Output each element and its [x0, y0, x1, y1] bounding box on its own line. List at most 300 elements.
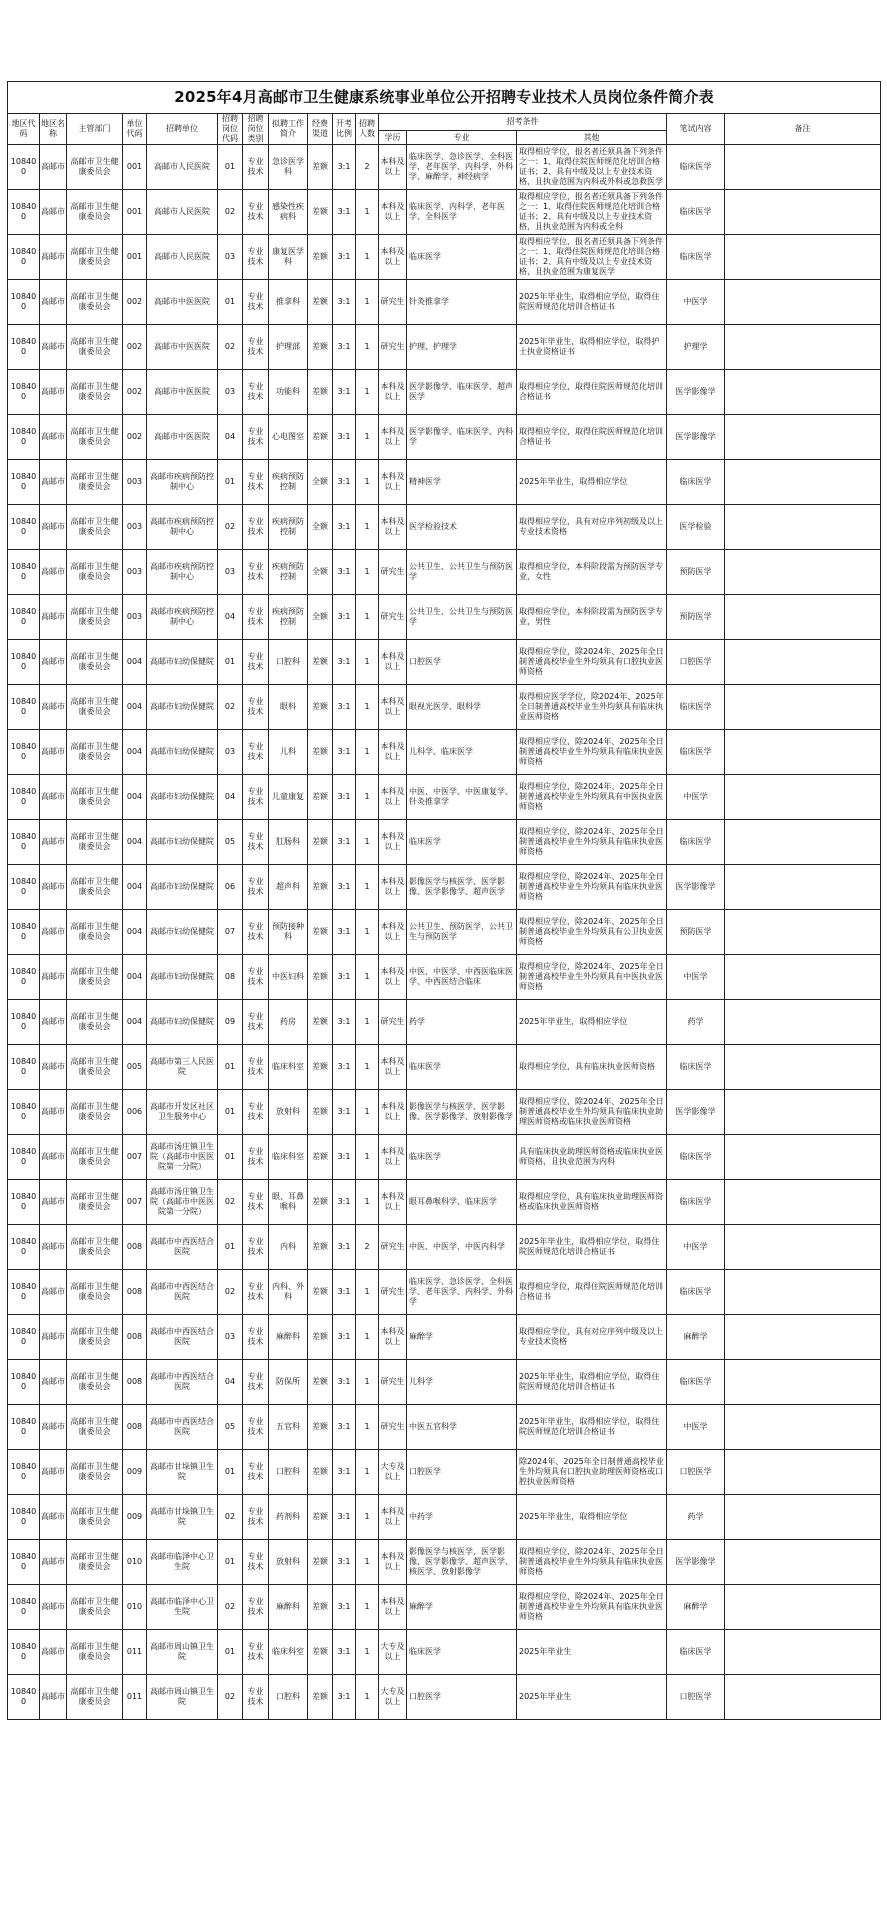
cell-edu	[379, 730, 407, 775]
cell-work	[269, 595, 308, 640]
cell-pos-type	[243, 1630, 269, 1675]
table-row	[8, 325, 881, 370]
cell-work	[269, 865, 308, 910]
cell-unit-text: 高邮市人民医院	[154, 207, 210, 216]
header-row	[8, 114, 881, 131]
table-row	[8, 1135, 881, 1180]
cell-unit	[147, 685, 218, 730]
cell-dept	[67, 1675, 123, 1720]
cell-edu-text: 研究生	[380, 1017, 405, 1026]
cell-pos-type-text: 专业技术	[247, 292, 264, 311]
cell-dept	[67, 1270, 123, 1315]
cell-area-name-text: 高邮市	[41, 1377, 65, 1386]
cell-count	[356, 685, 379, 730]
cell-pos-code-text: 02	[224, 1287, 236, 1296]
cell-other	[517, 1585, 667, 1630]
cell-dept-text: 高邮市卫生健康委员会	[70, 427, 119, 446]
cell-area-name	[40, 325, 67, 370]
cell-ratio-text: 3:1	[337, 657, 351, 666]
cell-unit-text: 高邮市开发区社区卫生服务中心	[150, 1102, 214, 1121]
cell-ratio	[333, 1405, 356, 1450]
cell-work-text: 麻醉科	[276, 1602, 300, 1611]
cell-work	[269, 505, 308, 550]
cell-ratio-text: 3:1	[337, 1062, 351, 1071]
cell-count	[356, 1675, 379, 1720]
cell-major-text: 中药学	[409, 1512, 433, 1521]
table-row	[8, 1045, 881, 1090]
cell-exam-text: 临床医学	[679, 477, 712, 486]
cell-funding-text: 差额	[312, 702, 328, 711]
cell-dept	[67, 1495, 123, 1540]
cell-work-text: 急诊医学科	[272, 157, 304, 176]
cell-count	[356, 820, 379, 865]
cell-unit-code	[123, 595, 147, 640]
cell-edu-text: 研究生	[380, 612, 405, 621]
cell-pos-type-text: 专业技术	[247, 157, 264, 176]
cell-unit-text: 高邮市中西医结合医院	[150, 1237, 214, 1256]
cell-funding	[308, 955, 333, 1000]
cell-area-name-text: 高邮市	[41, 1107, 65, 1116]
cell-funding	[308, 685, 333, 730]
cell-area-code-text: 108400	[10, 337, 37, 356]
cell-pos-code-text: 01	[224, 1107, 236, 1116]
cell-edu-text: 本科及以上	[380, 1597, 405, 1616]
cell-area-code	[8, 910, 40, 955]
cell-area-code-text: 108400	[10, 1057, 37, 1076]
cell-other	[517, 1090, 667, 1135]
cell-other-text: 取得相应学位，除2024年、2025年全日制普通高校毕业生外均须具有临床执业医师资格	[519, 737, 664, 766]
cell-exam	[667, 1585, 725, 1630]
cell-area-name	[40, 1360, 67, 1405]
cell-pos-code	[218, 415, 243, 460]
cell-unit-code-text: 003	[126, 522, 143, 531]
cell-major-text: 临床医学	[409, 1152, 441, 1161]
cell-note	[725, 235, 881, 280]
header-ratio: 开考比例	[333, 114, 356, 145]
cell-ratio	[333, 1450, 356, 1495]
cell-work	[269, 1180, 308, 1225]
cell-unit-code-text: 003	[126, 612, 143, 621]
cell-work	[269, 145, 308, 190]
cell-other-text: 取得相应学位，具有临床执业助理医师资格或临床执业医师资格	[519, 1192, 663, 1211]
cell-note	[725, 1450, 881, 1495]
cell-pos-code	[218, 1540, 243, 1585]
cell-pos-code-text: 01	[224, 1152, 236, 1161]
cell-area-code-text: 108400	[10, 1687, 37, 1706]
cell-major-text: 医学影像学、临床医学、超声医学	[409, 382, 513, 401]
cell-exam	[667, 1045, 725, 1090]
cell-count-text: 1	[364, 1557, 370, 1566]
cell-pos-code-text: 04	[224, 1377, 236, 1386]
table-row	[8, 460, 881, 505]
cell-ratio-text: 3:1	[337, 1242, 351, 1251]
cell-other	[517, 1270, 667, 1315]
cell-pos-type	[243, 190, 269, 235]
cell-funding-text: 差额	[312, 162, 328, 171]
cell-area-code	[8, 1360, 40, 1405]
cell-ratio-text: 3:1	[337, 927, 351, 936]
cell-unit-code	[123, 955, 147, 1000]
cell-unit-text: 高邮市第三人民医院	[150, 1057, 214, 1076]
table-body	[8, 145, 881, 1720]
cell-unit-code	[123, 1450, 147, 1495]
cell-work-text: 防保所	[276, 1377, 300, 1386]
cell-count	[356, 325, 379, 370]
header-pos-code: 招聘岗位代码	[218, 114, 243, 145]
cell-area-name	[40, 1405, 67, 1450]
cell-other	[517, 910, 667, 955]
cell-unit-code-text: 008	[126, 1332, 143, 1341]
cell-pos-code-text: 06	[224, 882, 236, 891]
cell-ratio	[333, 370, 356, 415]
cell-area-code-text: 108400	[10, 157, 37, 176]
cell-unit-code-text: 004	[126, 837, 143, 846]
cell-funding	[308, 865, 333, 910]
table-row	[8, 1090, 881, 1135]
cell-count-text: 1	[364, 567, 370, 576]
cell-area-name	[40, 550, 67, 595]
cell-edu-text: 本科及以上	[380, 517, 405, 536]
cell-note	[725, 775, 881, 820]
cell-unit	[147, 1495, 218, 1540]
cell-note	[725, 1315, 881, 1360]
cell-other-text: 取得相应学位，除2024年、2025年全日制普通高校毕业生外均须具有公卫执业医师资格	[519, 917, 664, 946]
cell-area-code-text: 108400	[10, 1012, 37, 1031]
cell-dept	[67, 325, 123, 370]
cell-ratio-text: 3:1	[337, 297, 351, 306]
cell-count	[356, 1585, 379, 1630]
cell-unit-code	[123, 460, 147, 505]
cell-major	[407, 775, 517, 820]
cell-work-text: 临床科室	[272, 1062, 304, 1071]
header-funding: 经费渠道	[308, 114, 333, 145]
cell-area-name	[40, 730, 67, 775]
cell-exam-text: 医学影像学	[675, 882, 716, 891]
cell-unit-code	[123, 325, 147, 370]
cell-note	[725, 415, 881, 460]
cell-pos-type	[243, 415, 269, 460]
cell-note	[725, 1270, 881, 1315]
cell-ratio	[333, 640, 356, 685]
cell-pos-type	[243, 685, 269, 730]
cell-exam-text: 预防医学	[679, 927, 712, 936]
cell-ratio	[333, 235, 356, 280]
cell-exam-text: 预防医学	[679, 612, 712, 621]
cell-ratio-text: 3:1	[337, 1377, 351, 1386]
cell-unit	[147, 1450, 218, 1495]
cell-unit-code-text: 007	[126, 1152, 143, 1161]
cell-unit	[147, 865, 218, 910]
cell-unit-text: 高邮市妇幼保健院	[150, 927, 214, 936]
cell-pos-type-text: 专业技术	[247, 337, 264, 356]
cell-area-name-text: 高邮市	[41, 1287, 65, 1296]
cell-dept	[67, 955, 123, 1000]
cell-count	[356, 235, 379, 280]
cell-edu-text: 本科及以上	[380, 472, 405, 491]
cell-ratio	[333, 280, 356, 325]
cell-pos-code-text: 02	[224, 1602, 236, 1611]
cell-count-text: 1	[364, 657, 370, 666]
cell-dept	[67, 865, 123, 910]
cell-edu-text: 本科及以上	[380, 787, 405, 806]
table-row	[8, 1180, 881, 1225]
cell-pos-type	[243, 235, 269, 280]
cell-area-code	[8, 235, 40, 280]
cell-work-text: 口腔科	[276, 1692, 300, 1701]
cell-pos-code	[218, 1180, 243, 1225]
cell-area-code-text: 108400	[10, 1147, 37, 1166]
table-row	[8, 730, 881, 775]
cell-pos-code	[218, 370, 243, 415]
cell-major	[407, 955, 517, 1000]
cell-pos-code	[218, 865, 243, 910]
cell-work-text: 放射科	[276, 1557, 300, 1566]
cell-pos-type	[243, 280, 269, 325]
header-work: 拟聘工作简介	[269, 114, 308, 145]
cell-funding	[308, 190, 333, 235]
cell-pos-code	[218, 235, 243, 280]
cell-pos-code	[218, 460, 243, 505]
cell-funding-text: 差额	[312, 927, 328, 936]
cell-funding-text: 差额	[312, 1287, 328, 1296]
cell-pos-type	[243, 325, 269, 370]
cell-count	[356, 370, 379, 415]
cell-pos-code	[218, 1675, 243, 1720]
cell-other	[517, 640, 667, 685]
header-major: 专业	[407, 131, 517, 145]
cell-ratio	[333, 505, 356, 550]
header-count: 招聘人数	[356, 114, 379, 145]
cell-unit-text: 高邮市妇幼保健院	[150, 792, 214, 801]
cell-dept-text: 高邮市卫生健康委员会	[70, 382, 119, 401]
cell-exam	[667, 550, 725, 595]
cell-dept	[67, 145, 123, 190]
cell-dept-text: 高邮市卫生健康委员会	[70, 1462, 119, 1481]
cell-unit	[147, 595, 218, 640]
cell-edu	[379, 1000, 407, 1045]
cell-area-name-text: 高邮市	[41, 207, 65, 216]
cell-funding	[308, 550, 333, 595]
cell-major-text: 麻醉学	[409, 1332, 433, 1341]
cell-major	[407, 460, 517, 505]
cell-pos-type	[243, 1360, 269, 1405]
cell-dept-text: 高邮市卫生健康委员会	[70, 1597, 119, 1616]
cell-edu	[379, 280, 407, 325]
cell-pos-code-text: 01	[224, 297, 236, 306]
cell-funding	[308, 910, 333, 955]
cell-edu-text: 研究生	[380, 342, 405, 351]
cell-edu-text: 本科及以上	[380, 427, 405, 446]
cell-edu-text: 研究生	[380, 1242, 405, 1251]
cell-note	[725, 1045, 881, 1090]
cell-area-name	[40, 1540, 67, 1585]
cell-pos-type	[243, 640, 269, 685]
cell-area-name	[40, 190, 67, 235]
cell-ratio	[333, 1045, 356, 1090]
cell-funding	[308, 145, 333, 190]
cell-funding	[308, 1585, 333, 1630]
cell-pos-code-text: 07	[224, 927, 236, 936]
cell-pos-type-text: 专业技术	[247, 1462, 264, 1481]
cell-unit	[147, 1270, 218, 1315]
cell-dept-text: 高邮市卫生健康委员会	[70, 1237, 119, 1256]
cell-count-text: 1	[364, 1512, 370, 1521]
cell-pos-type	[243, 1045, 269, 1090]
cell-major	[407, 1405, 517, 1450]
cell-ratio	[333, 1630, 356, 1675]
cell-work-text: 功能科	[276, 387, 300, 396]
cell-pos-code-text: 01	[224, 1557, 236, 1566]
cell-count	[356, 415, 379, 460]
cell-pos-type-text: 专业技术	[247, 1237, 264, 1256]
cell-exam-text: 临床医学	[679, 1647, 712, 1656]
cell-exam	[667, 1000, 725, 1045]
table-row	[8, 415, 881, 460]
cell-area-code	[8, 460, 40, 505]
cell-exam	[667, 325, 725, 370]
cell-area-code-text: 108400	[10, 697, 37, 716]
cell-edu	[379, 865, 407, 910]
cell-exam-text: 药学	[687, 1512, 704, 1521]
cell-area-name-text: 高邮市	[41, 1332, 65, 1341]
cell-other	[517, 1495, 667, 1540]
cell-major-text: 精神医学	[409, 477, 441, 486]
cell-pos-type	[243, 1090, 269, 1135]
table-row	[8, 1630, 881, 1675]
cell-other-text: 取得相应学位，本科阶段需为预防医学专业，男性	[519, 607, 663, 626]
cell-work	[269, 775, 308, 820]
cell-ratio-text: 3:1	[337, 1512, 351, 1521]
cell-funding-text: 差额	[312, 792, 328, 801]
cell-count	[356, 1000, 379, 1045]
cell-pos-type-text: 专业技术	[247, 1327, 264, 1346]
cell-pos-type-text: 专业技术	[247, 562, 264, 581]
cell-funding-text: 差额	[312, 207, 328, 216]
table-row	[8, 505, 881, 550]
cell-major-text: 麻醉学	[409, 1602, 433, 1611]
cell-funding-text: 差额	[312, 1647, 328, 1656]
cell-count	[356, 190, 379, 235]
cell-pos-type	[243, 1225, 269, 1270]
cell-dept	[67, 1045, 123, 1090]
cell-funding	[308, 1225, 333, 1270]
header-conditions: 招考条件	[379, 114, 667, 131]
cell-pos-code-text: 05	[224, 1422, 236, 1431]
cell-work	[269, 1540, 308, 1585]
cell-area-code-text: 108400	[10, 1462, 37, 1481]
cell-edu-text: 研究生	[380, 1377, 405, 1386]
cell-area-code	[8, 685, 40, 730]
cell-other	[517, 775, 667, 820]
cell-ratio	[333, 865, 356, 910]
cell-area-name	[40, 460, 67, 505]
cell-other	[517, 550, 667, 595]
cell-area-name-text: 高邮市	[41, 1467, 65, 1476]
cell-edu	[379, 190, 407, 235]
cell-area-name-text: 高邮市	[41, 702, 65, 711]
cell-area-code-text: 108400	[10, 247, 37, 266]
cell-pos-code	[218, 910, 243, 955]
cell-major	[407, 415, 517, 460]
cell-exam-text: 临床医学	[679, 747, 712, 756]
cell-count-text: 1	[364, 837, 370, 846]
cell-dept	[67, 1180, 123, 1225]
cell-major	[407, 910, 517, 955]
cell-edu-text: 本科及以上	[380, 832, 405, 851]
cell-count-text: 1	[364, 882, 370, 891]
cell-exam	[667, 1135, 725, 1180]
cell-ratio	[333, 820, 356, 865]
cell-unit-text: 高邮市临泽中心卫生院	[150, 1597, 214, 1616]
cell-other-text: 取得相应医学学位，除2024年、2025年全日制普通高校毕业生外均须具有临床执业医师资格	[519, 692, 664, 721]
cell-work	[269, 640, 308, 685]
cell-unit-code	[123, 775, 147, 820]
header-area-code: 地区代码	[8, 114, 40, 145]
cell-ratio	[333, 145, 356, 190]
cell-area-code-text: 108400	[10, 562, 37, 581]
cell-other	[517, 145, 667, 190]
cell-other-text: 2025年毕业生，取得相应学位	[519, 477, 628, 486]
cell-work-text: 疾病预防控制	[272, 562, 304, 581]
cell-exam	[667, 1090, 725, 1135]
cell-area-name	[40, 1450, 67, 1495]
cell-work	[269, 910, 308, 955]
cell-other-text: 取得相应学位，报名者还须具备下列条件之一：1、取得住院医师规范化培训合格证书；2、具有中级及以上专业技术资格，且执业范围为康复医学	[519, 237, 663, 276]
cell-ratio	[333, 1000, 356, 1045]
cell-pos-code-text: 01	[224, 1467, 236, 1476]
cell-exam	[667, 235, 725, 280]
cell-count	[356, 1135, 379, 1180]
cell-pos-code	[218, 730, 243, 775]
cell-major-text: 临床医学	[409, 1062, 441, 1071]
cell-dept	[67, 1540, 123, 1585]
cell-unit	[147, 1675, 218, 1720]
cell-pos-type-text: 专业技术	[247, 202, 264, 221]
cell-work	[269, 1450, 308, 1495]
cell-dept	[67, 550, 123, 595]
cell-dept	[67, 370, 123, 415]
cell-ratio	[333, 1090, 356, 1135]
cell-other-text: 具有临床执业助理医师资格或临床执业医师资格，且执业范围为内科	[519, 1147, 663, 1166]
table-row	[8, 550, 881, 595]
cell-unit-code	[123, 415, 147, 460]
cell-pos-type-text: 专业技术	[247, 922, 264, 941]
cell-unit-code	[123, 370, 147, 415]
cell-pos-type-text: 专业技术	[247, 1057, 264, 1076]
cell-dept-text: 高邮市卫生健康委员会	[70, 877, 119, 896]
cell-pos-type	[243, 1135, 269, 1180]
cell-unit-code	[123, 1495, 147, 1540]
cell-count	[356, 1495, 379, 1540]
cell-major	[407, 1360, 517, 1405]
cell-ratio	[333, 775, 356, 820]
cell-funding	[308, 640, 333, 685]
cell-count	[356, 1045, 379, 1090]
cell-unit	[147, 1585, 218, 1630]
cell-dept	[67, 910, 123, 955]
cell-pos-type-text: 专业技术	[247, 427, 264, 446]
cell-note	[725, 190, 881, 235]
cell-major	[407, 1495, 517, 1540]
cell-pos-type	[243, 1000, 269, 1045]
cell-ratio-text: 3:1	[337, 612, 351, 621]
cell-pos-type	[243, 955, 269, 1000]
cell-pos-type	[243, 910, 269, 955]
cell-pos-type-text: 专业技术	[247, 1282, 264, 1301]
cell-note	[725, 1675, 881, 1720]
cell-dept-text: 高邮市卫生健康委员会	[70, 1147, 119, 1166]
cell-unit-text: 高邮市妇幼保健院	[150, 657, 214, 666]
